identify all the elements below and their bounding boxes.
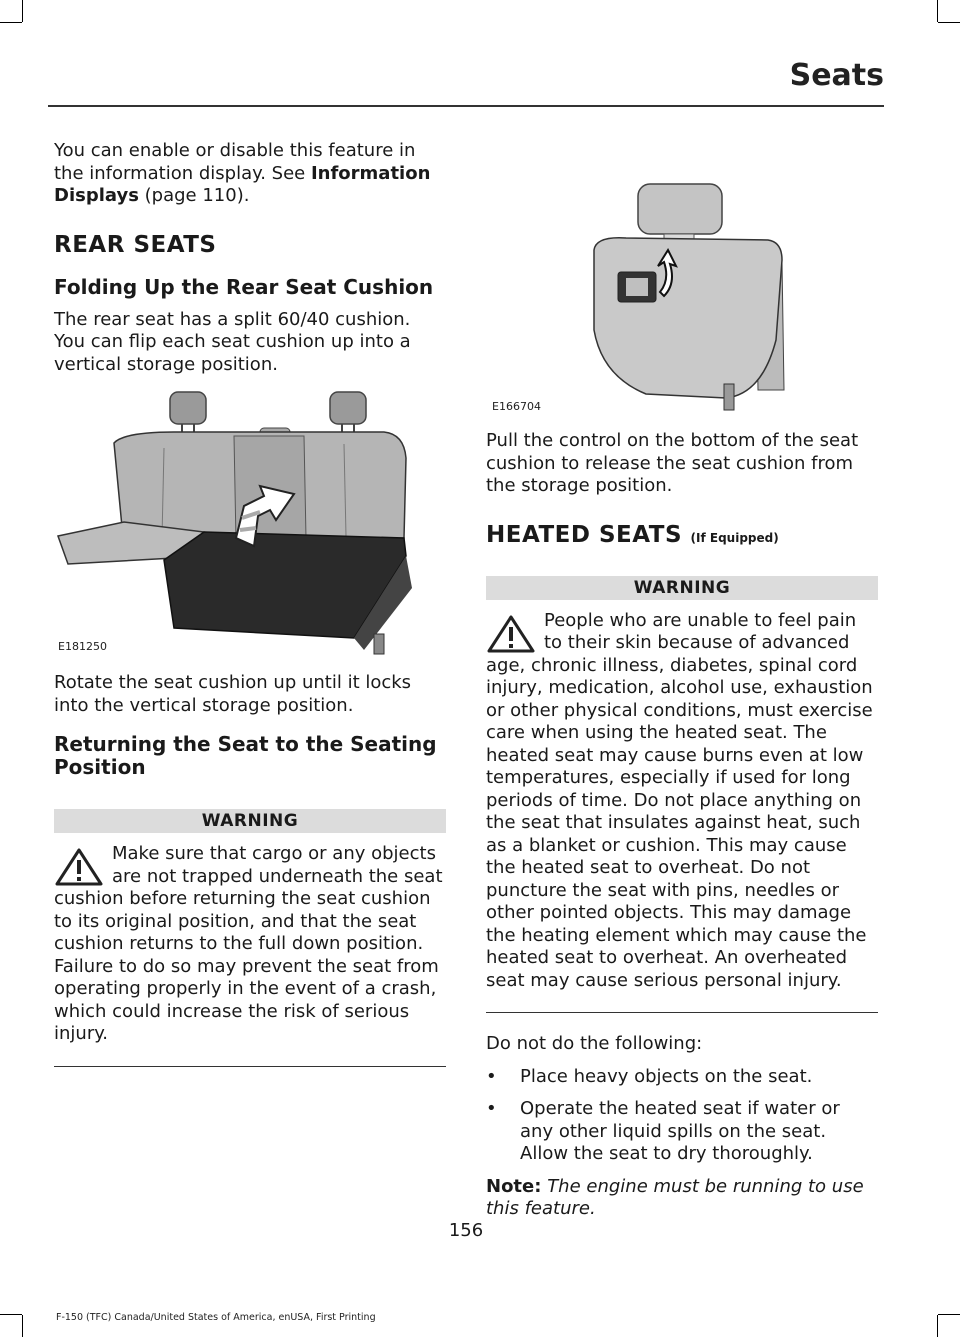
bullet-dot: • (486, 1098, 497, 1119)
bullet-dot: • (486, 1065, 497, 1087)
header-divider (48, 105, 884, 107)
warning-triangle-icon (486, 614, 536, 654)
warning-triangle-icon (54, 847, 104, 887)
bullet-text: Operate the heated seat if water or any other liquid spills on the seat. Allow the seat to dry thoroughly. (520, 1098, 840, 1164)
warning-text: Make sure that cargo or any objects are not trapped underneath the seat cushion before returning the seat cushion to its original position, and that the seat cushion returns to the full down position. Failure to do so may prevent the seat from operating properly in the event of a crash, which could increase the risk of serious injury. (54, 843, 443, 1044)
warning-header: WARNING (486, 576, 878, 600)
right-column (486, 180, 878, 1221)
list-item (486, 1098, 878, 1166)
seat-storage-figure (486, 180, 878, 416)
intro-page-ref: (page 110). (138, 185, 250, 206)
returning-heading: Returning the Seat to the Seating Position (54, 732, 437, 779)
warning-block (54, 843, 446, 1067)
fold-paragraph: The rear seat has a split 60/40 cushion. You can flip each seat cushion up into a vertical storage position. (54, 308, 411, 375)
pull-paragraph: Pull the control on the bottom of the seat cushion to release the seat cushion from the storage position. (486, 430, 859, 496)
crop-mark (938, 1314, 960, 1315)
crop-mark (937, 1315, 938, 1337)
intro-text: You can enable or disable this feature in the information display. See (54, 140, 416, 184)
crop-mark (937, 0, 938, 22)
list-item (486, 1066, 878, 1089)
rotate-paragraph: Rotate the seat cushion up until it locks into the vertical storage position. (54, 672, 412, 716)
warning-rule (54, 1066, 446, 1067)
seat-storage-illustration (486, 180, 878, 416)
warning-rule (486, 1012, 878, 1013)
do-not-paragraph: Do not do the following: (486, 1033, 703, 1054)
note-label: Note: (486, 1175, 542, 1197)
warning-text: People who are unable to feel pain to their skin because of advanced age, chronic illness, diabetes, spinal cord injury, medication, alcohol use, exhaustion or other physical conditions, must exercise care when using the heated seat. The heated seat may cause burns even at low temperatures, especially if used for long periods of time. Do not place anything on the seat that insulates against heat, such as a blanket or cushion. This may cause the heated seat to overheat. Do not puncture the seat with pins, needles or other pointed objects. This may damage the heating element which may cause the heated seat to overheat. An overheated seat may cause serious personal injury. (486, 609, 873, 991)
heated-seats-title: HEATED SEATS (486, 521, 683, 548)
crop-mark (22, 0, 23, 22)
printing-footer: F-150 (TFC) Canada/United States of America, enUSA, First Printing (56, 1312, 376, 1323)
rear-seat-figure (54, 388, 446, 658)
bullet-text: Place heavy objects on the seat. (520, 1065, 813, 1087)
page-number: 156 (448, 1220, 484, 1241)
folding-heading: Folding Up the Rear Seat Cushion (54, 274, 434, 299)
crop-mark (0, 1314, 22, 1315)
left-column (54, 140, 446, 1067)
heated-seats-heading (486, 522, 878, 548)
note-text: The engine must be running to use this feature. (486, 1175, 864, 1219)
warning-block (486, 610, 878, 1014)
information-displays-link[interactable]: Information Displays (54, 162, 431, 206)
crop-mark (938, 22, 960, 23)
intro-paragraph (54, 140, 446, 208)
figure-code: E181250 (58, 640, 107, 653)
note-paragraph (486, 1176, 878, 1221)
figure-code: E166704 (492, 400, 541, 413)
crop-mark (0, 22, 22, 23)
page-title: Seats (789, 58, 884, 93)
if-equipped-label: (If Equipped) (690, 530, 779, 545)
rear-seats-heading: REAR SEATS (54, 231, 217, 258)
crop-mark (22, 1315, 23, 1337)
rear-seat-illustration (54, 388, 446, 658)
warning-header: WARNING (54, 809, 446, 833)
